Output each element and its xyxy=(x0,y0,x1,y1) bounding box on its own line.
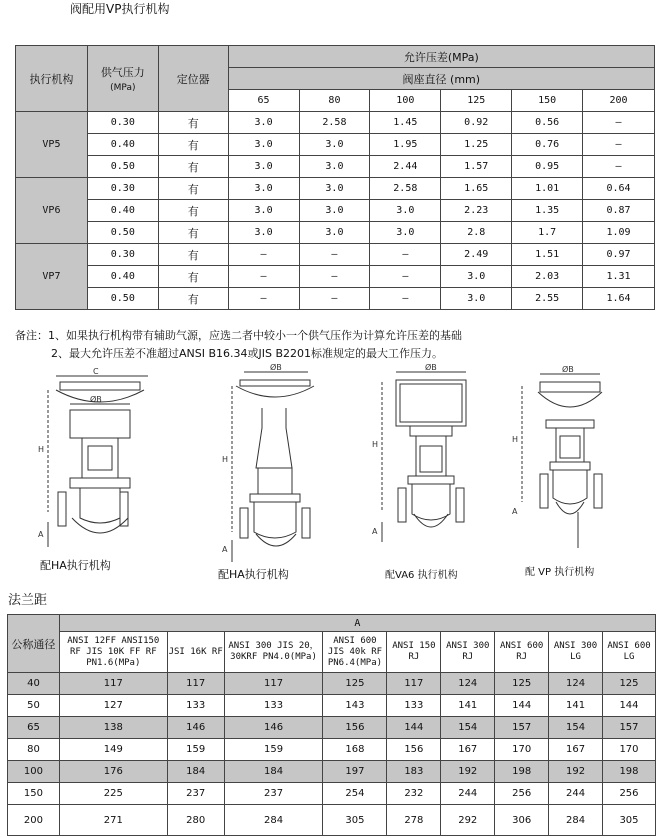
positioner: 有 xyxy=(158,200,228,222)
table-row xyxy=(16,288,655,310)
nominal-diameter: 100 xyxy=(8,761,60,783)
nominal-diameter: 50 xyxy=(8,695,60,717)
nominal-diameter: 200 xyxy=(8,805,60,836)
dim-h-1: H xyxy=(38,445,45,454)
flange-distance-value: 167 xyxy=(549,739,603,761)
flange-distance-value: 117 xyxy=(224,673,323,695)
header-positioner: 定位器 xyxy=(158,46,228,112)
allowed-diff-value: 0.95 xyxy=(512,156,583,178)
drawing-vp xyxy=(522,374,602,548)
dim-h-3: H xyxy=(372,440,379,449)
allowed-diff-value: — xyxy=(228,266,299,288)
size-header: 125 xyxy=(441,90,512,112)
flange-distance-value: 170 xyxy=(602,739,655,761)
allowed-diff-value: 3.0 xyxy=(228,222,299,244)
header-a: A xyxy=(59,615,655,632)
flange-standard-header: ANSI 150 RJ xyxy=(387,632,441,673)
allowed-diff-value: — xyxy=(583,112,655,134)
table-row xyxy=(8,673,656,695)
drawing-va6 xyxy=(382,372,466,542)
flange-distance-value: 168 xyxy=(323,739,387,761)
flange-standard-header: ANSI 600 LG xyxy=(602,632,655,673)
allowed-diff-value: 1.01 xyxy=(512,178,583,200)
table-row xyxy=(16,112,655,134)
allowed-diff-value: 3.0 xyxy=(299,134,370,156)
allowed-diff-value: 0.56 xyxy=(512,112,583,134)
flange-distance-value: 197 xyxy=(323,761,387,783)
positioner: 有 xyxy=(158,266,228,288)
allowed-diff-value: 3.0 xyxy=(228,156,299,178)
flange-distance-value: 192 xyxy=(441,761,495,783)
actuator-name: VP7 xyxy=(16,244,88,310)
flange-distance-value: 124 xyxy=(549,673,603,695)
flange-distance-value: 244 xyxy=(441,783,495,805)
allowed-diff-value: 3.0 xyxy=(228,134,299,156)
flange-distance-value: 184 xyxy=(224,761,323,783)
flange-standard-header: ANSI 600 RJ xyxy=(495,632,549,673)
flange-standard-header: ANSI 300 LG xyxy=(549,632,603,673)
flange-distance-value: 141 xyxy=(549,695,603,717)
allowed-diff-value: 3.0 xyxy=(228,112,299,134)
supply-pressure: 0.40 xyxy=(87,266,158,288)
flange-distance-value: 124 xyxy=(441,673,495,695)
flange-distance-value: 117 xyxy=(167,673,224,695)
flange-distance-value: 237 xyxy=(224,783,323,805)
flange-distance-value: 198 xyxy=(602,761,655,783)
flange-distance-value: 232 xyxy=(387,783,441,805)
flange-distance-value: 237 xyxy=(167,783,224,805)
allowed-diff-value: 0.87 xyxy=(583,200,655,222)
flange-distance-value: 149 xyxy=(59,739,167,761)
allowed-diff-value: 2.49 xyxy=(441,244,512,266)
size-header: 65 xyxy=(228,90,299,112)
allowed-diff-value: 2.58 xyxy=(299,112,370,134)
supply-pressure: 0.30 xyxy=(87,112,158,134)
allowed-diff-value: 1.09 xyxy=(583,222,655,244)
flange-distance-value: 280 xyxy=(167,805,224,836)
table-row xyxy=(16,266,655,288)
flange-distance-value: 256 xyxy=(495,783,549,805)
allowed-diff-value: — xyxy=(583,134,655,156)
flange-standard-header: ANSI 300 JIS 20，30KRF PN4.0(MPa) xyxy=(224,632,323,673)
flange-distance-value: 144 xyxy=(495,695,549,717)
allowed-diff-value: — xyxy=(370,288,441,310)
allowed-diff-value: 1.95 xyxy=(370,134,441,156)
allowed-diff-value: — xyxy=(299,266,370,288)
header-seat-diameter: 阀座直径 (mm) xyxy=(228,68,654,90)
allowed-diff-value: 2.44 xyxy=(370,156,441,178)
actuator-name: VP6 xyxy=(16,178,88,244)
caption-vp: 配 VP 执行机构 xyxy=(525,567,595,578)
allowed-diff-value: 1.57 xyxy=(441,156,512,178)
allowed-diff-value: 1.25 xyxy=(441,134,512,156)
flange-distance-value: 144 xyxy=(387,717,441,739)
dim-h-2: H xyxy=(222,455,229,464)
allowed-diff-value: 0.92 xyxy=(441,112,512,134)
supply-pressure: 0.40 xyxy=(87,200,158,222)
allowed-diff-value: — xyxy=(228,288,299,310)
flange-distance-value: 225 xyxy=(59,783,167,805)
flange-distance-value: 271 xyxy=(59,805,167,836)
table-row xyxy=(16,244,655,266)
allowed-diff-value: — xyxy=(299,288,370,310)
flange-distance-value: 254 xyxy=(323,783,387,805)
allowed-diff-value: — xyxy=(370,266,441,288)
allowed-diff-value: 2.55 xyxy=(512,288,583,310)
table-row xyxy=(8,805,656,836)
nominal-diameter: 40 xyxy=(8,673,60,695)
table2-body xyxy=(8,673,656,836)
allowed-diff-value: 3.0 xyxy=(441,288,512,310)
flange-distance-value: 305 xyxy=(323,805,387,836)
allowed-diff-value: 3.0 xyxy=(299,222,370,244)
positioner: 有 xyxy=(158,288,228,310)
flange-distance-value: 192 xyxy=(549,761,603,783)
flange-distance-value: 278 xyxy=(387,805,441,836)
flange-distance-value: 156 xyxy=(387,739,441,761)
flange-standard-header: ANSI 600 JIS 40k RF PN6.4(MPa) xyxy=(323,632,387,673)
dim-a-1: A xyxy=(38,530,44,539)
dim-a-4: A xyxy=(512,507,518,516)
allowed-diff-value: 1.45 xyxy=(370,112,441,134)
supply-pressure: 0.30 xyxy=(87,178,158,200)
allowed-diff-value: 0.97 xyxy=(583,244,655,266)
dim-ob-2: ØB xyxy=(270,363,282,372)
table-row xyxy=(8,783,656,805)
table-row xyxy=(16,178,655,200)
flange-distance-value: 167 xyxy=(441,739,495,761)
flange-distance-value: 143 xyxy=(323,695,387,717)
nominal-diameter: 80 xyxy=(8,739,60,761)
flange-distance-value: 125 xyxy=(602,673,655,695)
allowed-diff-value: 2.58 xyxy=(370,178,441,200)
allowed-diff-value: 2.8 xyxy=(441,222,512,244)
caption-va6: 配VA6 执行机构 xyxy=(385,570,458,581)
flange-distance-value: 146 xyxy=(167,717,224,739)
table1-body xyxy=(16,112,655,310)
allowed-diff-value: 1.65 xyxy=(441,178,512,200)
flange-section-title: 法兰距 xyxy=(8,593,48,608)
flange-distance-value: 141 xyxy=(441,695,495,717)
flange-distance-value: 127 xyxy=(59,695,167,717)
flange-distance-value: 284 xyxy=(549,805,603,836)
table-row xyxy=(8,717,656,739)
flange-distance-value: 244 xyxy=(549,783,603,805)
allowed-diff-value: — xyxy=(370,244,441,266)
allowed-diff-value: — xyxy=(583,156,655,178)
flange-distance-value: 125 xyxy=(323,673,387,695)
flange-standard-header: ANSI 300 RJ xyxy=(441,632,495,673)
positioner: 有 xyxy=(158,112,228,134)
page-title: 阀配用VP执行机构 xyxy=(70,2,170,16)
caption-ha-1: 配HA执行机构 xyxy=(40,559,111,572)
flange-distance-value: 183 xyxy=(387,761,441,783)
header-actuator: 执行机构 xyxy=(16,46,88,112)
positioner: 有 xyxy=(158,178,228,200)
flange-distance-value: 170 xyxy=(495,739,549,761)
flange-distance-value: 146 xyxy=(224,717,323,739)
table-row xyxy=(16,134,655,156)
allowed-diff-value: 3.0 xyxy=(370,200,441,222)
supply-pressure: 0.50 xyxy=(87,222,158,244)
flange-distance-value: 306 xyxy=(495,805,549,836)
dim-ob-3: ØB xyxy=(425,363,437,372)
flange-distance-value: 117 xyxy=(387,673,441,695)
flange-distance-value: 154 xyxy=(549,717,603,739)
flange-distance-value: 156 xyxy=(323,717,387,739)
flange-distance-value: 144 xyxy=(602,695,655,717)
allowed-diff-value: 2.23 xyxy=(441,200,512,222)
allowed-diff-value: 3.0 xyxy=(299,178,370,200)
table-row xyxy=(16,222,655,244)
flange-distance-value: 138 xyxy=(59,717,167,739)
allowed-diff-value: 3.0 xyxy=(370,222,441,244)
table-row xyxy=(8,695,656,717)
actuator-name: VP5 xyxy=(16,112,88,178)
positioner: 有 xyxy=(158,244,228,266)
size-header: 80 xyxy=(299,90,370,112)
allowed-diff-value: 1.35 xyxy=(512,200,583,222)
dim-a-3: A xyxy=(372,527,378,536)
flange-distance-value: 198 xyxy=(495,761,549,783)
supply-pressure: 0.30 xyxy=(87,244,158,266)
flange-distance-value: 133 xyxy=(224,695,323,717)
flange-distance-value: 159 xyxy=(167,739,224,761)
flange-distance-table xyxy=(7,614,656,836)
header-nominal: 公称通径 xyxy=(8,615,60,673)
table-row xyxy=(8,739,656,761)
size-header: 150 xyxy=(512,90,583,112)
allowed-diff-value: 3.0 xyxy=(228,200,299,222)
flange-distance-value: 176 xyxy=(59,761,167,783)
caption-ha-2: 配HA执行机构 xyxy=(218,568,289,581)
positioner: 有 xyxy=(158,134,228,156)
positioner: 有 xyxy=(158,222,228,244)
size-header: 100 xyxy=(370,90,441,112)
header-supply-label: 供气压力 xyxy=(100,66,145,79)
note-2: 2、最大允许压差不准超过ANSI B16.34或JIS B2201标准规定的最大工作压力。 xyxy=(51,347,444,360)
allowed-diff-value: 0.64 xyxy=(583,178,655,200)
dim-a-2: A xyxy=(222,545,228,554)
positioner: 有 xyxy=(158,156,228,178)
flange-distance-value: 133 xyxy=(167,695,224,717)
flange-distance-value: 154 xyxy=(441,717,495,739)
nominal-diameter: 150 xyxy=(8,783,60,805)
flange-standard-header: JSI 16K RF xyxy=(167,632,224,673)
allowed-diff-value: 3.0 xyxy=(441,266,512,288)
flange-distance-value: 284 xyxy=(224,805,323,836)
pressure-diff-table xyxy=(15,45,655,310)
dim-h-4: H xyxy=(512,435,519,444)
allowed-diff-value: 1.7 xyxy=(512,222,583,244)
table-row xyxy=(16,200,655,222)
allowed-diff-value: 1.51 xyxy=(512,244,583,266)
supply-pressure: 0.50 xyxy=(87,156,158,178)
header-allowed-diff: 允许压差(MPa) xyxy=(228,46,654,68)
nominal-diameter: 65 xyxy=(8,717,60,739)
table-row xyxy=(16,156,655,178)
flange-distance-value: 256 xyxy=(602,783,655,805)
allowed-diff-value: — xyxy=(228,244,299,266)
table-row xyxy=(8,761,656,783)
flange-col-headers xyxy=(8,632,656,673)
dim-ob-1: ØB xyxy=(90,395,102,404)
flange-distance-value: 157 xyxy=(495,717,549,739)
allowed-diff-value: — xyxy=(299,244,370,266)
dim-c: C xyxy=(93,367,99,376)
drawing-ha-2 xyxy=(232,372,314,562)
flange-distance-value: 125 xyxy=(495,673,549,695)
flange-distance-value: 157 xyxy=(602,717,655,739)
allowed-diff-value: 3.0 xyxy=(228,178,299,200)
flange-distance-value: 184 xyxy=(167,761,224,783)
flange-distance-value: 159 xyxy=(224,739,323,761)
allowed-diff-value: 1.31 xyxy=(583,266,655,288)
flange-distance-value: 305 xyxy=(602,805,655,836)
flange-distance-value: 117 xyxy=(59,673,167,695)
header-supply xyxy=(87,46,158,112)
header-supply-unit: (MPa) xyxy=(110,83,136,93)
dim-ob-4: ØB xyxy=(562,365,574,374)
allowed-diff-value: 3.0 xyxy=(299,200,370,222)
allowed-diff-value: 0.76 xyxy=(512,134,583,156)
allowed-diff-value: 1.64 xyxy=(583,288,655,310)
flange-standard-header: ANSI 12FF ANSI150 RF JIS 10K FF RF PN1.6(MPa) xyxy=(59,632,167,673)
note-1: 备注：1、如果执行机构带有辅助气源，应选二者中较小一个供气压作为计算允许压差的基础 xyxy=(15,329,462,342)
flange-distance-value: 292 xyxy=(441,805,495,836)
supply-pressure: 0.40 xyxy=(87,134,158,156)
supply-pressure: 0.50 xyxy=(87,288,158,310)
allowed-diff-value: 3.0 xyxy=(299,156,370,178)
flange-distance-value: 133 xyxy=(387,695,441,717)
size-header: 200 xyxy=(583,90,655,112)
allowed-diff-value: 2.03 xyxy=(512,266,583,288)
